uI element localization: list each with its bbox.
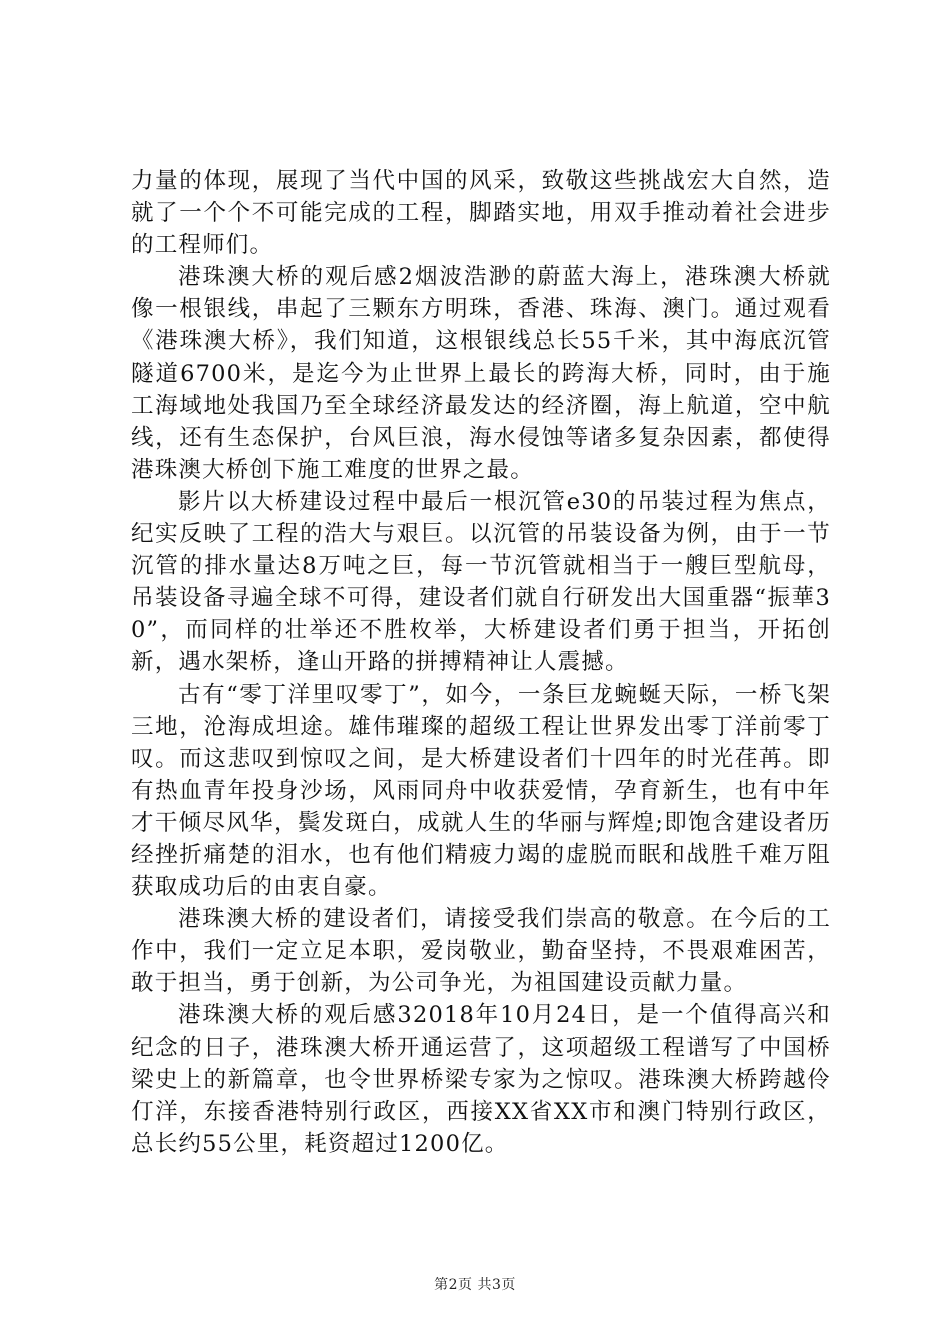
page-number-footer: 第2页 共3页	[434, 1277, 516, 1293]
paragraph-continuation: 力量的体现，展现了当代中国的风采，致敬这些挑战宏大自然，造就了一个个不可能完成的工程，脚踏实地，用双手推动着社会进步的工程师们。	[131, 168, 831, 259]
paragraph-tribute: 港珠澳大桥的建设者们，请接受我们崇高的敬意。在今后的工作中，我们一定立足本职，爱岗敬业，勤奋坚持，不畏艰难困苦，敢于担当，勇于创新，为公司争光，为祖国建设贡献力量。	[131, 906, 831, 997]
paragraph-review-3-intro: 港珠澳大桥的观后感32018年10月24日，是一个值得高兴和纪念的日子，港珠澳大桥开通运营了，这项超级工程谱写了中国桥梁史上的新篇章，也令世界桥梁专家为之惊叹。港珠澳大桥跨越伶仃洋，东接香港特别行政区，西接XX省XX市和澳门特别行政区，总长约55公里，耗资超过1200亿。	[131, 1002, 831, 1157]
paragraph-lingdingyang: 古有“零丁洋里叹零丁”，如今，一条巨龙蜿蜒天际，一桥飞架三地，沧海成坦途。雄伟璀璨的超级工程让世界发出零丁洋前零丁叹。而这悲叹到惊叹之间，是大桥建设者们十四年的时光荏苒。即有热血青年投身沙场，风雨同舟中收获爱情，孕育新生，也有中年才干倾尽风华，鬓发斑白，成就人生的华丽与辉煌;即饱含建设者历经挫折痛楚的泪水，也有他们精疲力竭的虚脱而眠和战胜千难万阻获取成功后的由衷自豪。	[131, 681, 831, 901]
document-body	[131, 165, 831, 1160]
paragraph-film-focus: 影片以大桥建设过程中最后一根沉管e30的吊装过程为焦点，纪实反映了工程的浩大与艰巨。以沉管的吊装设备为例，由于一节沉管的排水量达8万吨之巨，每一节沉管就相当于一艘巨型航母，吊装设备寻遍全球不可得，建设者们就自行研发出大国重器“振華30”，而同样的壮举还不胜枚举，大桥建设者们勇于担当，开拓创新，遇水架桥，逢山开路的拼搏精神让人震撼。	[131, 488, 831, 676]
paragraph-review-2-intro: 港珠澳大桥的观后感2烟波浩渺的蔚蓝大海上，港珠澳大桥就像一根银线，串起了三颗东方明珠，香港、珠海、澳门。通过观看《港珠澳大桥》，我们知道，这根银线总长55千米，其中海底沉管隧道6700米，是迄今为止世界上最长的跨海大桥，同时，由于施工海域地处我国乃至全球经济最发达的经济圈，海上航道，空中航线，还有生态保护，台风巨浪，海水侵蚀等诸多复杂因素，都使得港珠澳大桥创下施工难度的世界之最。	[131, 264, 831, 483]
